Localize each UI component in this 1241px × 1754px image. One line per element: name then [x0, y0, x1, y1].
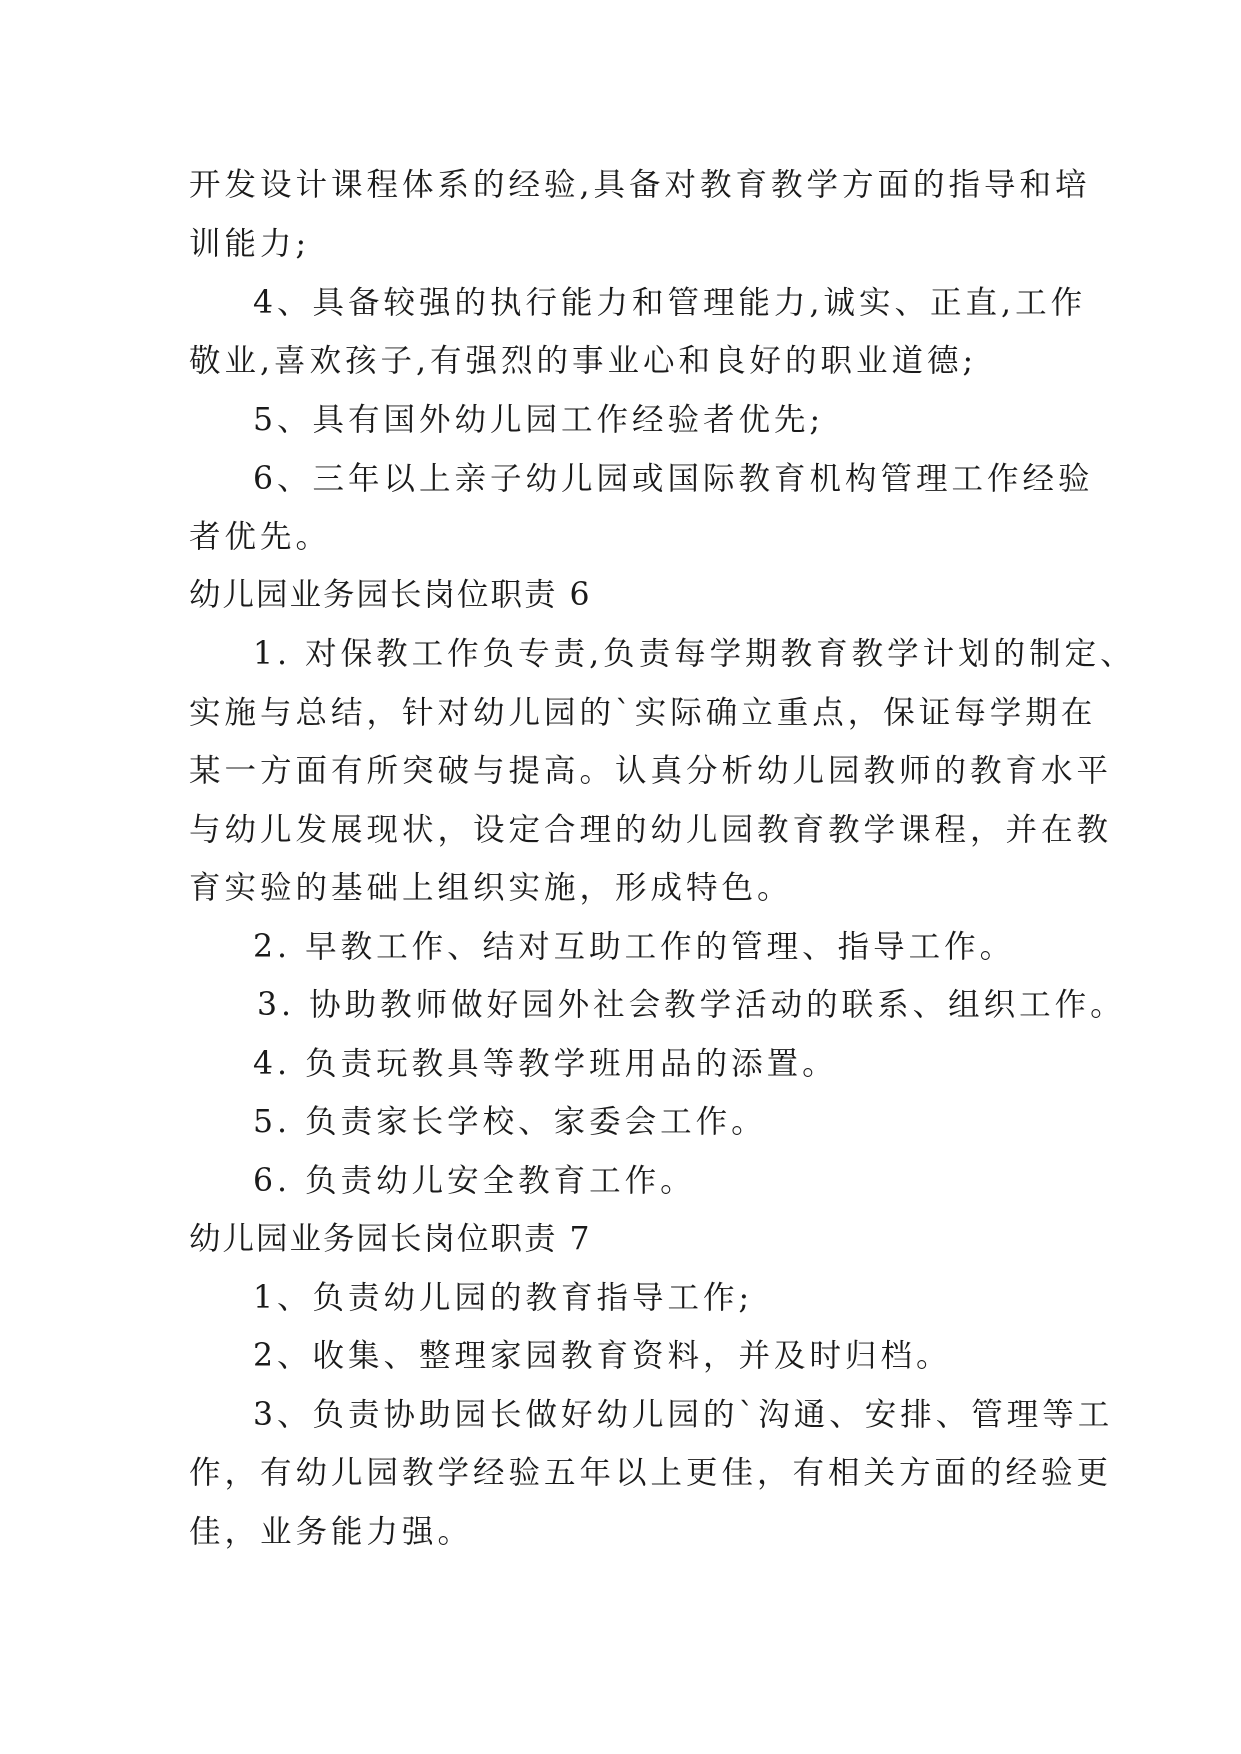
body-text-line: 训能力; [189, 226, 311, 262]
body-text-line: 佳，业务能力强。 [189, 1514, 474, 1550]
body-text-line: 某一方面有所突破与提高。认真分析幼儿园教师的教育水平 [189, 753, 1113, 789]
duty-item-4: 4. 负责玩教具等教学班用品的添置。 [253, 1046, 838, 1082]
body-text-line: 者优先。 [189, 519, 332, 555]
list-item-4: 4、具备较强的执行能力和管理能力,诚实、正直,工作 [253, 285, 1087, 321]
list-item-2: 2、收集、整理家园教育资料，并及时归档。 [253, 1338, 952, 1374]
section-heading-7: 幼儿园业务园长岗位职责 7 [189, 1221, 592, 1257]
duty-item-6: 6. 负责幼儿安全教育工作。 [253, 1163, 696, 1199]
body-text-line: 与幼儿发展现状，设定合理的幼儿园教育教学课程，并在教 [189, 812, 1113, 848]
list-item-3: 3、负责协助园长做好幼儿园的`沟通、安排、管理等工 [253, 1397, 1114, 1433]
duty-item-2: 2. 早教工作、结对互助工作的管理、指导工作。 [253, 929, 1016, 965]
body-text-line: 实施与总结，针对幼儿园的`实际确立重点，保证每学期在 [189, 695, 1097, 731]
section-heading-6: 幼儿园业务园长岗位职责 6 [189, 577, 592, 613]
list-item-5: 5、具有国外幼儿园工作经验者优先; [253, 402, 825, 438]
list-item-6: 6、三年以上亲子幼儿园或国际教育机构管理工作经验 [253, 461, 1094, 497]
duty-item-3: 3. 协助教师做好园外社会教学活动的联系、组织工作。 [257, 987, 1126, 1023]
duty-item-1: 1. 对保教工作负专责,负责每学期教育教学计划的制定、 [253, 636, 1136, 672]
list-item-1: 1、负责幼儿园的教育指导工作; [253, 1280, 754, 1316]
body-text-line: 开发设计课程体系的经验,具备对教育教学方面的指导和培 [189, 167, 1091, 203]
duty-item-5: 5. 负责家长学校、家委会工作。 [253, 1104, 767, 1140]
body-text-line: 敬业,喜欢孩子,有强烈的事业心和良好的职业道德; [189, 343, 978, 379]
body-text-line: 作，有幼儿园教学经验五年以上更佳，有相关方面的经验更 [189, 1455, 1113, 1491]
body-text-line: 育实验的基础上组织实施，形成特色。 [189, 870, 793, 906]
